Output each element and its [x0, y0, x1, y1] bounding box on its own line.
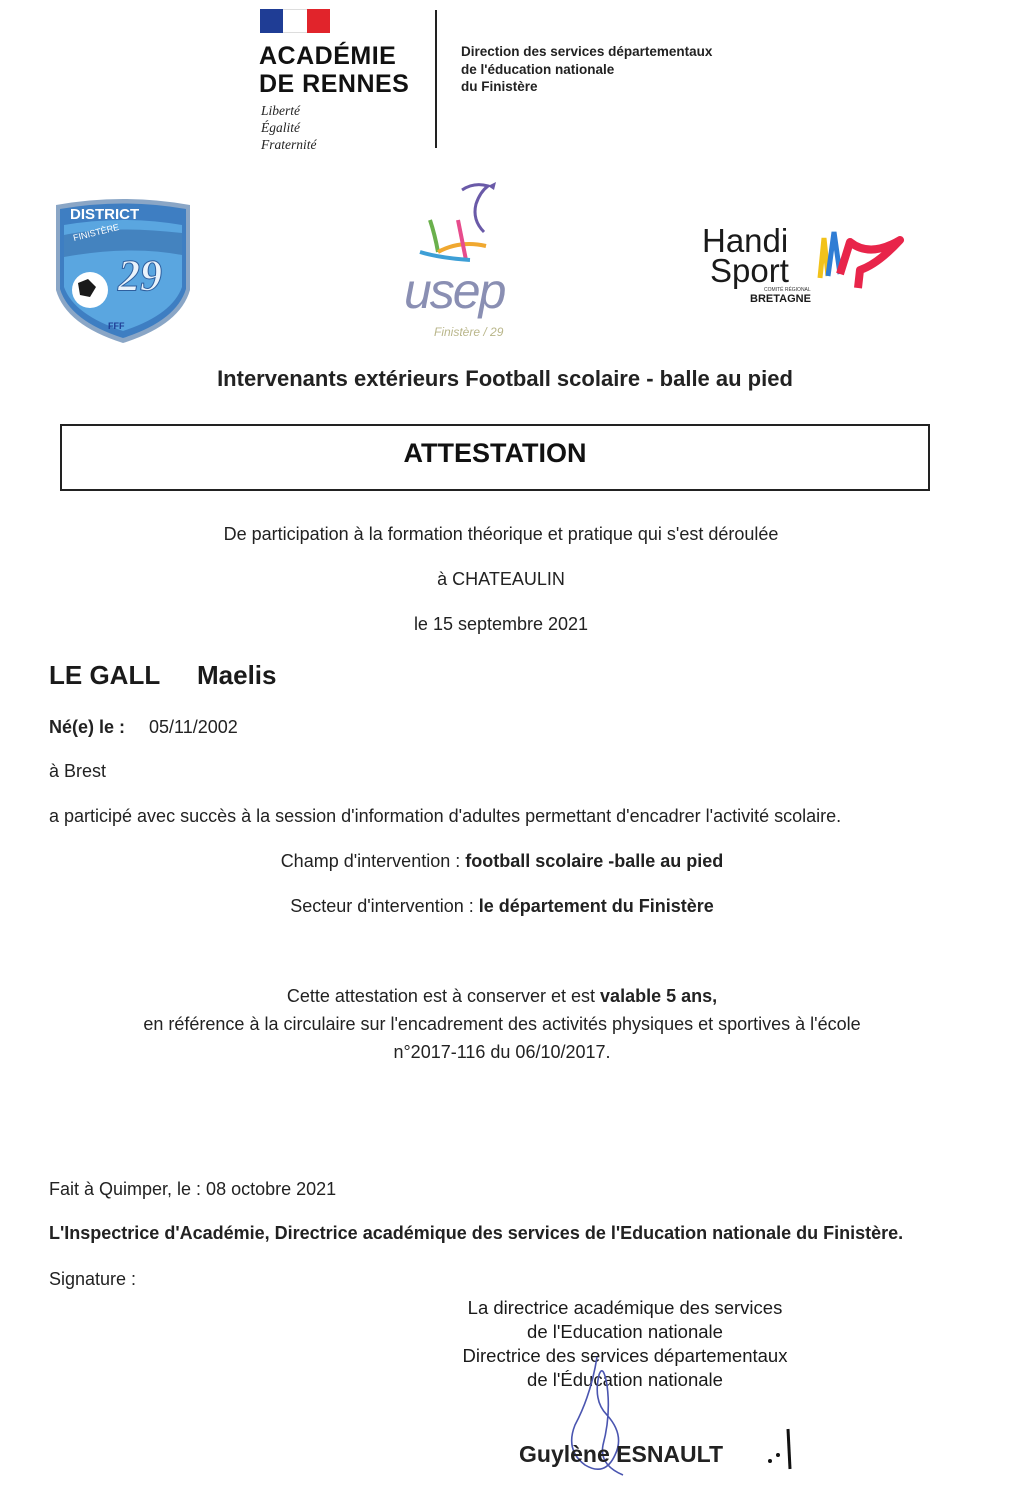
- signatory-name: Guylène ESNAULT: [519, 1441, 724, 1467]
- academie-line2: DE RENNES: [259, 70, 410, 98]
- last-name: LE GALL: [49, 660, 161, 690]
- academie-name: [259, 42, 409, 98]
- validity-value: valable 5 ans,: [600, 986, 718, 1006]
- sport-word: Sport: [710, 252, 789, 289]
- usep-word: usep: [404, 263, 505, 319]
- handisport-bretagne-logo: [700, 218, 910, 313]
- handisport-small: COMITÉ RÉGIONAL: [764, 287, 811, 293]
- dsden-block: [461, 43, 712, 96]
- motto-egalite: Égalité: [261, 120, 300, 135]
- district-label: DISTRICT: [70, 206, 140, 223]
- signature-label: Signature :: [49, 1269, 137, 1289]
- intro-line: De participation à la formation théorique et pratique qui s'est déroulée: [223, 524, 779, 544]
- validity-line-1: [0, 986, 1004, 1007]
- header-divider: [435, 10, 437, 148]
- motto-liberte: Liberté: [261, 103, 300, 118]
- validity-line-2: en référence à la circulaire sur l'encadrement des activités physiques et sportives à l'école: [143, 1014, 861, 1034]
- participation-statement: a participé avec succès à la session d'information d'adultes permettant d'encadrer l'activité scolaire.: [49, 806, 842, 826]
- marianne-flag-logo: [260, 9, 330, 33]
- training-place: à CHATEAULIN: [437, 569, 565, 589]
- dsden-line-2: de l'éducation nationale: [461, 61, 615, 77]
- district-number: 29: [118, 251, 162, 300]
- field-of-intervention: [0, 851, 1004, 872]
- dsden-line-1: Direction des services départementaux: [461, 44, 713, 59]
- district-29-logo: [50, 195, 196, 345]
- first-name: Maelis: [197, 660, 277, 690]
- birth-place: à Brest: [49, 761, 107, 781]
- academie-line1: ACADÉMIE: [259, 42, 397, 70]
- stamp-line-3: Directrice des services départementaux: [462, 1345, 788, 1366]
- sector-label: Secteur d'intervention :: [290, 896, 474, 916]
- document-subtitle: Intervenants extérieurs Football scolaire - balle au pied: [217, 366, 793, 391]
- sector-of-intervention: [0, 896, 1004, 917]
- handisport-region: BRETAGNE: [750, 293, 811, 305]
- republic-motto: [261, 102, 317, 153]
- birth-date: 05/11/2002: [149, 717, 238, 737]
- handi-word: Handi: [702, 222, 789, 259]
- validity-line-3: n°2017-116 du 06/10/2017.: [393, 1042, 611, 1062]
- district-fff: FFF: [108, 321, 125, 331]
- validity-prefix: Cette attestation est à conserver et est: [286, 986, 596, 1006]
- made-at-date: Fait à Quimper, le : 08 octobre 2021: [49, 1179, 337, 1199]
- stamp-line-4: de l'Éducation nationale: [527, 1369, 723, 1390]
- attestation-title: ATTESTATION: [403, 438, 587, 468]
- motto-fraternite: Fraternité: [261, 137, 317, 152]
- field-value: football scolaire -balle au pied: [465, 851, 724, 871]
- usep-footer: Finistère / 29: [434, 325, 504, 339]
- dsden-line-3: du Finistère: [461, 79, 538, 94]
- stamp-line-1: La directrice académique des services: [467, 1297, 783, 1318]
- birth-label: Né(e) le :: [49, 717, 126, 737]
- signature-mark: [760, 1425, 800, 1475]
- stamp-line-2: de l'Education nationale: [527, 1321, 723, 1342]
- district-band: FINISTÈRE: [72, 221, 121, 243]
- sector-value: le département du Finistère: [478, 896, 714, 916]
- field-label: Champ d'intervention :: [280, 851, 461, 871]
- training-date: le 15 septembre 2021: [413, 614, 589, 634]
- usep-finistere-logo: [400, 180, 555, 345]
- signing-authority: L'Inspectrice d'Académie, Directrice académique des services de l'Education nationale du Finistère.: [49, 1223, 904, 1243]
